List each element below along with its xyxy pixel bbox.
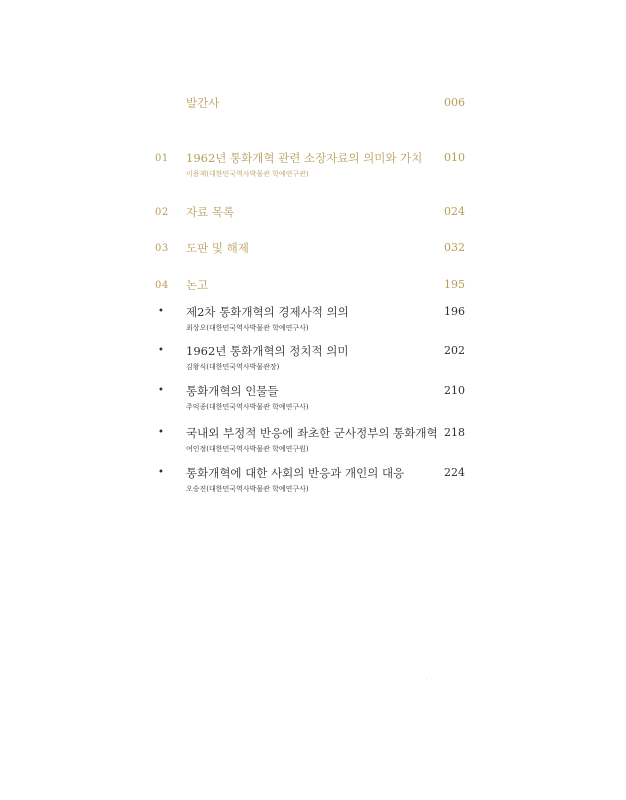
toc-section-author: 이용재(대한민국역사박물관 학예연구관) bbox=[186, 170, 309, 178]
toc-section-page: 195 bbox=[444, 278, 465, 291]
toc-essay-title: 제2차 통화개혁의 경제사적 의의 bbox=[186, 305, 349, 319]
bullet-icon: • bbox=[158, 306, 164, 317]
toc-essay-author: 오승진(대한민국역사박물관 학예연구사) bbox=[186, 485, 309, 493]
bullet-icon: • bbox=[158, 345, 164, 356]
toc-essay-author: 김왕식(대한민국역사박물관장) bbox=[186, 363, 280, 371]
toc-section-number: 04 bbox=[155, 280, 169, 291]
toc-essay-author: 주익종(대한민국역사박물관 학예연구사) bbox=[186, 403, 309, 411]
toc-entry-page: 006 bbox=[444, 96, 465, 109]
toc-section-page: 032 bbox=[444, 241, 465, 254]
toc-essay-title: 1962년 통화개혁의 정치적 의미 bbox=[186, 344, 349, 358]
bullet-icon: • bbox=[158, 467, 164, 478]
toc-section-title: 도판 및 해제 bbox=[186, 241, 249, 255]
bullet-icon: • bbox=[158, 385, 164, 396]
toc-section-number: 02 bbox=[155, 207, 169, 218]
toc-section-title: 1962년 통화개혁 관련 소장자료의 의미와 가치 bbox=[186, 151, 423, 165]
toc-essay-page: 218 bbox=[444, 426, 465, 439]
toc-essay-title: 통화개혁의 인물들 bbox=[186, 384, 279, 398]
toc-section-number: 01 bbox=[155, 153, 169, 164]
toc-essay-page: 202 bbox=[444, 344, 465, 357]
toc-essay-author: 최상오(대한민국역사박물관 학예연구사) bbox=[186, 324, 309, 332]
toc-essay-page: 196 bbox=[444, 305, 465, 318]
toc-essay-page: 224 bbox=[444, 466, 465, 479]
toc-section-page: 024 bbox=[444, 205, 465, 218]
toc-essay-author: 여인정(대한민국역사박물관 학예연구원) bbox=[186, 445, 309, 453]
toc-essay-title: 국내외 부정적 반응에 좌초한 군사정부의 통화개혁 bbox=[186, 426, 438, 440]
toc-section-title: 논고 bbox=[186, 278, 209, 292]
toc-section-page: 010 bbox=[444, 151, 465, 164]
toc-section-number: 03 bbox=[155, 243, 169, 254]
toc-essay-page: 210 bbox=[444, 384, 465, 397]
toc-section-title: 자료 목록 bbox=[186, 205, 235, 219]
speck-mark bbox=[426, 678, 427, 679]
bullet-icon: • bbox=[158, 427, 164, 438]
toc-essay-title: 통화개혁에 대한 사회의 반응과 개인의 대응 bbox=[186, 466, 405, 480]
toc-entry-title: 발간사 bbox=[186, 96, 220, 110]
